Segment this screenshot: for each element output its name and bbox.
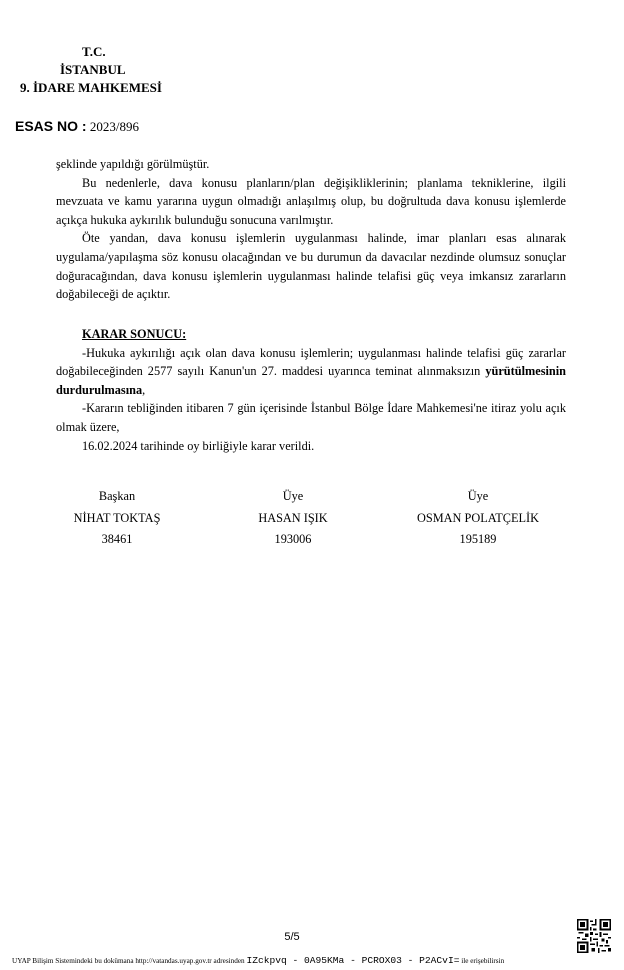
signature-member-2 xyxy=(388,486,568,551)
case-number xyxy=(15,118,139,135)
signature-name: HASAN IŞIK xyxy=(258,510,328,525)
signature-member-1 xyxy=(203,486,383,551)
paragraph-3: Öte yandan, dava konusu işlemlerin uygulanması halinde, imar planları esas alınarak uygulama/yapılaşma söz konusu olacağından ve bu durumun da davacılar nezdinde olumsuz sonuçlar doğuracağından, dava konusu işlemlerin uygulanması halinde telafisi güç veya imkansız zararların doğabileceği de açıktır. xyxy=(56,231,566,302)
page-number: 5/5 xyxy=(284,931,300,943)
decision-section xyxy=(56,325,566,455)
case-number-value: 2023/896 xyxy=(89,119,139,134)
decision-item-2: -Kararın tebliğinden itibaren 7 gün içerisinde İstanbul Bölge İdare Mahkemesi'ne itiraz yolu açık olmak üzere, xyxy=(56,401,566,434)
signature-name: NİHAT TOKTAŞ xyxy=(73,510,161,525)
decision-item-1 xyxy=(56,344,566,400)
signature-number: 195189 xyxy=(459,532,497,546)
qr-code-icon xyxy=(577,919,611,953)
decision-item-1-end: , xyxy=(142,382,146,397)
header-city: İSTANBUL xyxy=(60,62,126,77)
paragraph-2: Bu nedenlerle, dava konusu planların/plan değişikliklerinin; planlama tekniklerine, ilgili mevzuata ve kamu yararına uygun olmadığı anlaşılmış olup, bu doğrultuda dava konusu işlemlerde açıkça hukuka aykırılık bulunduğu sonucuna varılmıştır. xyxy=(56,175,566,227)
footer-code: IZckpvq - 0A95KMa - PCROX03 - P2ACvI= xyxy=(246,955,460,966)
paragraph-1: şeklinde yapıldığı görülmüştür. xyxy=(56,157,210,171)
signature-role: Üye xyxy=(467,489,489,503)
signature-role: Üye xyxy=(282,489,304,503)
signature-number: 38461 xyxy=(101,532,133,546)
signature-role: Başkan xyxy=(98,489,136,503)
footer-text-end: ile erişebilirsin xyxy=(461,957,505,965)
case-number-label: ESAS NO : xyxy=(15,118,87,134)
decision-heading: KARAR SONUCU: xyxy=(82,327,187,341)
decision-item-1-bold: yürütülmesinin durdurulmasına xyxy=(56,364,566,397)
decision-item-1-text: -Hukuka aykırılığı açık olan dava konusu işlemlerin; uygulanması halinde telafisi güç zararlar doğabileceğinden 2577 sayılı Kanun'un 27. maddesi uyarınca teminat alınmaksızın xyxy=(56,345,566,379)
signature-president xyxy=(27,486,207,551)
header-court: 9. İDARE MAHKEMESİ xyxy=(20,80,162,95)
reasoning-section xyxy=(56,155,566,304)
decision-item-3: 16.02.2024 tarihinde oy birliğiyle karar verildi. xyxy=(82,438,315,453)
footer-text: UYAP Bilişim Sistemindeki bu dokümana http://vatandas.uyap.gov.tr adresinden xyxy=(12,957,245,965)
header-tc: T.C. xyxy=(82,44,106,59)
signature-number: 193006 xyxy=(274,532,312,546)
signature-name: OSMAN POLATÇELİK xyxy=(417,510,539,525)
footer-verification xyxy=(12,955,504,966)
